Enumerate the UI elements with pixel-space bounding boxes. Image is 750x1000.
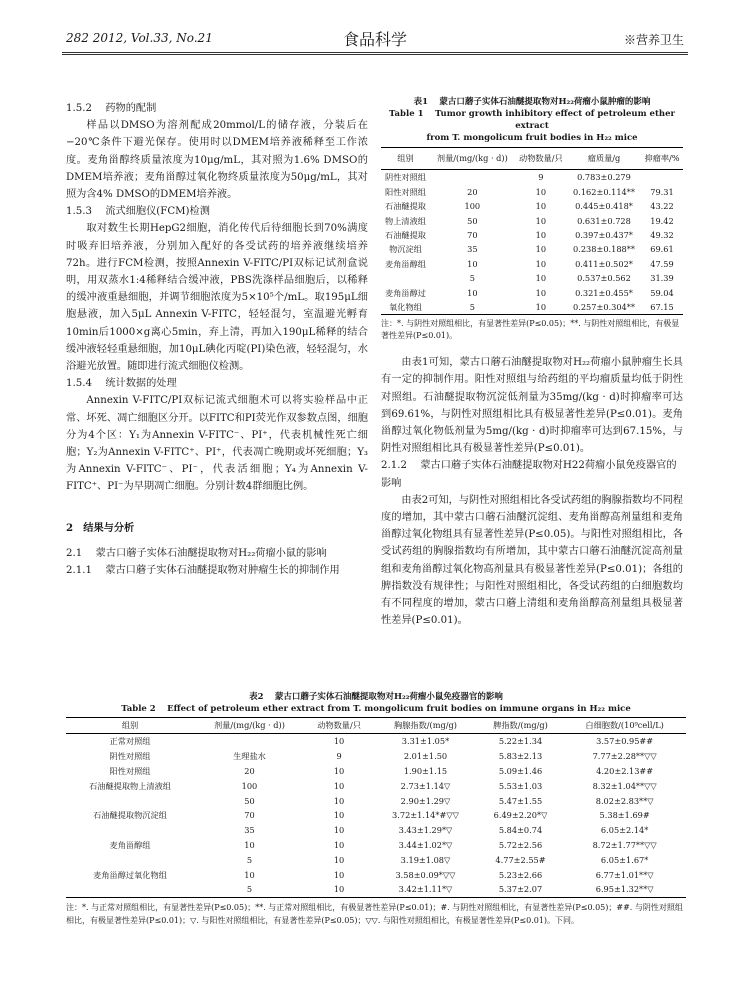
table1-row-cell: 79.31 [650, 186, 674, 197]
section-2-1-1-title: 2.1.1 蒙古口蘑子实体石油醚提取物对肿瘤生长的抑制作用 [66, 565, 340, 577]
table2-row-cell [194, 734, 305, 749]
table2-row-cell: 5.47±1.55 [498, 795, 543, 806]
table2-note: 注：*. 与正常对照组相比，有显著性差异(P≤0.05)；**. 与正常对照组相比，有极显著性差异(P≤0.01)；#. 与阴性对照组相比，有显著性差异(P≤0.05)；##. 与阴性对照组相比，有极显著性差异(P≤0.01)；▽. 与阳性对照组相比，有显著性差异(P≤0.05)；▽▽. 与阳性对照组相比，有极显著性差异(P≤0.01)。下同。 [66, 902, 683, 925]
right-column [381, 96, 683, 629]
table2-row-cell: 3.19±1.08▽ [400, 854, 451, 865]
table1-row-cell: 9 [538, 172, 544, 183]
table1-row-cell: 10 [535, 186, 547, 197]
table1 [381, 147, 683, 315]
table1-row-cell: 49.32 [650, 229, 674, 240]
table1-header-row [381, 148, 683, 170]
table1-row-cell: 10 [467, 258, 478, 269]
table1-row-cell [430, 170, 515, 185]
table2-row-cell: 4.77±2.55# [495, 854, 546, 865]
table2-row-cell: 8.32±1.04**▽▽ [592, 780, 657, 791]
table2-row-cell: 5.53±1.03 [498, 780, 543, 791]
section-2-1-2-title: 2.1.2 蒙古口蘑子实体石油醚提取物对H22荷瘤小鼠免疫器官的影响 [381, 460, 677, 489]
header-rule [62, 52, 688, 55]
table2-row-cell: 1.90±1.15 [403, 765, 448, 776]
table2-row-cell: 10 [333, 810, 345, 821]
section-1-5-2-title: 1.5.2 药物的配制 [66, 103, 157, 114]
table1-row-cell: 43.22 [650, 201, 674, 212]
table2-row-cell: 10 [333, 854, 345, 865]
table1-row [381, 242, 683, 256]
table2-row-cell: 5.23±2.66 [498, 869, 543, 880]
table2-row-cell: 100 [241, 780, 258, 791]
table2-row-cell: 3.44±1.02*▽ [398, 839, 453, 850]
table2-row-cell: 10 [333, 736, 345, 747]
table2-row [66, 749, 686, 764]
table1-header: 剂量/(mg/(kg · d)) [430, 148, 515, 170]
table2-row-cell: 10 [333, 825, 345, 836]
table1-row [381, 170, 683, 185]
table1-row-cell: 阴性对照组 [385, 172, 426, 183]
table2-row-cell: 70 [244, 810, 255, 821]
table1-row-cell: 10 [535, 244, 547, 255]
journal-title: 食品科学 [342, 30, 407, 49]
table1-row-cell: 0.321±0.455* [575, 287, 633, 298]
table1-row-cell: 0.411±0.502* [575, 258, 633, 269]
table2-row-cell [66, 852, 194, 867]
table1-row-cell [381, 271, 430, 285]
table2-row [66, 882, 686, 897]
table2-header: 胸腺指数/(mg/g) [373, 718, 478, 734]
table1-row-cell: 5 [469, 273, 475, 284]
table1-caption-cn: 表1 蒙古口蘑子实体石油醚提取物对H₂₂荷瘤小鼠肿瘤的影响 [413, 97, 651, 107]
running-header-volume: 282 2012, Vol.33, No.21 [66, 31, 213, 45]
table1-row-cell: 50 [467, 215, 478, 226]
table1-row-cell: 69.61 [650, 244, 674, 255]
table2-row-cell: 3.43±1.29*▽ [398, 825, 453, 836]
table1-caption-en-1: Table 1 Tumor growth inhibitory effect of petroleum ether extract [389, 109, 675, 131]
table2-row-cell: 正常对照组 [109, 736, 151, 747]
table2-row-cell: 35 [244, 825, 255, 836]
table1-row [381, 213, 683, 227]
table1-row [381, 271, 683, 285]
table2-row [66, 808, 686, 823]
section-1-5-3-title: 1.5.3 流式细胞仪(FCM)检测 [66, 206, 210, 218]
table1-row-cell: 19.42 [650, 215, 674, 226]
table2-row-cell: 5 [246, 854, 253, 865]
table2-row-cell: 阴性对照组 [109, 751, 151, 762]
table2-row-cell: 5.22±1.34 [498, 736, 543, 747]
table2-row-cell: 5.83±2.13 [498, 751, 543, 762]
table2-row-cell: 5.37±2.07 [498, 884, 543, 895]
table2-row [66, 764, 686, 779]
table1-row-cell: 5 [469, 301, 475, 312]
table2-row-cell: 6.95±1.32**▽ [595, 884, 654, 895]
table1-row-cell: 10 [535, 273, 547, 284]
table2-row-cell: 6.49±2.20*▽ [493, 810, 548, 821]
table2-caption-cn: 表2 蒙古口蘑子实体石油醚提取物对H₂₂荷瘤小鼠免疫器官的影响 [249, 692, 503, 702]
table1-row [381, 257, 683, 271]
table2-row-cell: 10 [333, 795, 345, 806]
table2-row-cell: 9 [336, 751, 342, 762]
table1-row-cell: 麦角甾醇组 [385, 258, 426, 269]
table2-row-cell: 2.90±1.29▽ [400, 795, 451, 806]
results-paragraph-1: 由表1可知，蒙古口蘑石油醚提取物对H₂₂荷瘤小鼠肿瘤生长具有一定的抑制作用。阳性对照组与给药组的平均瘤质量均低于阴性对照组。石油醚提取物沉淀低剂量为35mg/(kg · d)时抑瘤率可达到69.61%，与阴性对照组相比具有极显著性差异(P≤0.01)。麦角甾醇过氧化物低剂量为5mg/(kg · d)时抑瘤率可达到67.15%，与阴性对照组相比具有极显著性差异(P≤0.01)。 [381, 357, 683, 455]
table2-row-cell: 5.72±2.56 [498, 839, 543, 850]
table1-row-cell: 47.59 [650, 258, 674, 269]
table1-row-cell: 10 [535, 287, 547, 298]
section-label: ※营养卫生 [623, 33, 684, 47]
table1-caption-en-2: from T. mongolicum fruit bodies in H₂₂ mice [426, 133, 638, 143]
table2-row-cell: 2.01±1.50 [403, 751, 448, 762]
table2-row [66, 793, 686, 808]
table2-row-cell: 6.77±1.01**▽ [595, 869, 654, 880]
table2-row-cell: 5.38±1.69# [599, 810, 650, 821]
table1-row-cell: 70 [467, 229, 478, 240]
table1-header: 抑瘤率/% [641, 148, 683, 170]
table1-row [381, 185, 683, 199]
table2-caption-en: Table 2 Effect of petroleum ether extract from T. mongolicum fruit bodies on immune organs in H₂₂ mice [121, 704, 631, 714]
table2-row-cell: 8.72±1.77**▽▽ [592, 839, 657, 850]
table2-row-cell: 50 [244, 795, 255, 806]
table2-row-cell: 石油醚提取物沉淀组 [93, 810, 167, 821]
table2-header: 剂量/(mg/(kg · d)) [194, 718, 305, 734]
table1-header: 瘤质量/g [567, 148, 641, 170]
table2-row-cell: 4.20±2.13## [596, 765, 654, 776]
results-paragraph-2: 由表2可知，与阴性对照组相比各受试药组的胸腺指数均不同程度的增加，其中蒙古口蘑石油醚沉淀组、麦角甾醇高剂量组和麦角甾醇过氧化物组具有显著性差异(P≤0.05)。与阳性对照组相比，各受试药组的胸腺指数均有所增加，其中蒙古口蘑石油醚沉淀高剂量组和麦角甾醇过氧化物高剂量具有极显著性差异(P≤0.01)；各组的脾指数没有规律性；与阳性对照组相比，各受试药组的白细胞数均有不同程度的增加，蒙古口蘑上清组和麦角甾醇高剂量组具极显著性差异(P≤0.01)。 [381, 494, 683, 627]
table2-block [66, 691, 686, 927]
table1-row-cell: 10 [535, 301, 547, 312]
table2-row-cell: 10 [333, 869, 345, 880]
table1-row-cell: 35 [467, 244, 478, 255]
table1-row-cell: 氧化物组 [389, 301, 422, 312]
table2-row-cell: 10 [333, 884, 345, 895]
table2 [66, 717, 686, 898]
table2-header: 组别 [66, 718, 194, 734]
table2-row [66, 823, 686, 838]
table1-row [381, 285, 683, 299]
table2-row-cell: 20 [244, 765, 255, 776]
table2-row-cell: 麦角甾醇组 [109, 839, 151, 850]
table2-row-cell: 10 [333, 780, 345, 791]
table2-row-cell: 7.77±2.28**▽▽ [592, 751, 657, 762]
table2-row-cell: 10 [244, 839, 255, 850]
table2-header: 白细胞数/(10⁹cell/L) [563, 718, 686, 734]
table2-header-row [66, 718, 686, 734]
table1-row-cell: 20 [467, 186, 478, 197]
table2-row-cell: 5 [246, 884, 253, 895]
table2-row-cell: 石油醚提取物上清液组 [89, 780, 171, 791]
table2-row [66, 867, 686, 882]
table1-row-cell: 麦角甾醇过 [385, 287, 426, 298]
table2-header: 脾指数/(mg/g) [478, 718, 564, 734]
table1-row-cell: 0.631±0.728 [577, 215, 631, 226]
table2-row-cell: 3.31±1.05* [401, 736, 450, 747]
table1-row-cell: 物沉淀组 [389, 244, 422, 255]
table1-row-cell: 0.537±0.562 [577, 273, 631, 284]
table1-note: 注：*. 与阴性对照组相比，有显著性差异(P≤0.05)；**. 与阴性对照组相比，有极显著性差异(P≤0.01)。 [381, 319, 680, 341]
table1-row-cell: 0.445±0.418* [575, 201, 633, 212]
table1-row-cell: 10 [467, 287, 478, 298]
table2-row-cell: 10 [333, 765, 345, 776]
table1-row-cell: 石油醚提取 [385, 229, 426, 240]
table1-row-cell: 10 [535, 201, 547, 212]
table1-row-cell: 0.397±0.437* [575, 229, 633, 240]
table1-row-cell: 31.39 [650, 273, 674, 284]
table1-row [381, 300, 683, 315]
table1-row-cell [641, 170, 683, 185]
table2-row-cell: 6.05±2.14* [600, 825, 649, 836]
table2-row [66, 852, 686, 867]
table1-row-cell: 0.783±0.279 [577, 172, 631, 183]
table2-row-cell: 5.84±0.74 [498, 825, 543, 836]
section-1-5-4-title: 1.5.4 统计数据的处理 [66, 378, 177, 390]
table2-row-cell [66, 882, 194, 897]
left-column [66, 100, 368, 579]
table1-row-cell: 59.04 [650, 287, 674, 298]
table2-row-cell: 6.05±1.67* [600, 854, 649, 865]
table1-row-cell: 67.15 [650, 301, 674, 312]
section-2-title: 2 结果与分析 [66, 521, 135, 534]
table2-row-cell: 3.58±0.09*▽▽ [395, 869, 456, 880]
table2-row-cell [66, 823, 194, 838]
table2-row-cell: 2.73±1.14▽ [400, 780, 451, 791]
table1-row [381, 228, 683, 242]
table1-row-cell: 0.238±0.188** [573, 244, 635, 255]
section-2-1-title: 2.1 蒙古口蘑子实体石油醚提取物对H₂₂荷瘤小鼠的影响 [66, 547, 327, 559]
table2-row [66, 734, 686, 749]
table1-row-cell: 10 [535, 215, 547, 226]
table1-row-cell: 0.257±0.304** [573, 301, 635, 312]
table2-header: 动物数量/只 [305, 718, 373, 734]
table1-row-cell: 10 [535, 229, 547, 240]
table2-row-cell: 10 [333, 839, 345, 850]
table1-row-cell: 物上清液组 [385, 215, 426, 226]
table2-row-cell: 生理盐水 [233, 751, 266, 762]
table1-header: 动物数量/只 [515, 148, 567, 170]
table1-row-cell: 石油醚提取 [385, 201, 426, 212]
section-1-5-4-body: Annexin V-FITC/PI双标记流式细胞术可以将实验样品中正常、坏死、凋亡细胞区分开。以FITC和PI荧光作双参数点图，细胞分为4个区：Y₁为Annexin V-FITC⁻、PI⁺，代表机械性死亡细胞；Y₂为Annexin V-FITC⁺、PI⁺，代表凋亡晚期或坏死细胞；Y₃为Annexin V-FITC⁻、PI⁻，代表活细胞；Y₄为Annexin V-FITC⁺、PI⁻为早期凋亡细胞。分别计数4群细胞比例。 [66, 395, 368, 493]
table2-row-cell: 5.09±1.46 [498, 765, 543, 776]
table2-row-cell [66, 793, 194, 808]
table2-caption [66, 691, 686, 715]
section-1-5-2-body: 样品以DMSO为溶剂配成20mmol/L的储存液，分装后在−20℃条件下避光保存。使用时以DMEM培养液稀释至工作浓度。麦角甾醇终质量浓度为10μg/mL，其对照为1.6% DMSO的DMEM培养液；麦角甾醇过氧化物终质量浓度为50μg/mL，其对照为含4% DMSO的DMEM培养液。 [66, 120, 368, 201]
table2-row-cell: 3.57±0.95## [596, 736, 654, 747]
table1-row-cell: 100 [464, 201, 481, 212]
table2-row-cell: 3.72±1.14*#▽▽ [392, 810, 459, 821]
table1-header: 组别 [381, 148, 430, 170]
table2-row-cell: 10 [244, 869, 255, 880]
table1-row-cell: 10 [535, 258, 547, 269]
table1-caption [381, 96, 683, 144]
table2-row [66, 778, 686, 793]
table1-row-cell: 阳性对照组 [385, 186, 426, 197]
table2-row-cell: 阳性对照组 [109, 765, 151, 776]
table1-row-cell: 0.162±0.114** [573, 186, 635, 197]
table2-row-cell: 麦角甾醇过氧化物组 [93, 869, 167, 880]
section-1-5-3-body: 取对数生长期HepG2细胞，消化传代后待细胞长到70%满度时吸弃旧培养液，分别加入配好的各受试药的培养液继续培养72h。进行FCM检测，按照Annexin V-FITC/PI双标记试剂盒说明，用双蒸水1:4稀释结合缓冲液，PBS洗涤样品细胞后，以稀释的缓冲液重悬细胞，并调节细胞浓度为5×10⁵个/mL。取195μL细胞悬液，加入5μL Annexin V-FITC，轻轻混匀，室温避光孵育10min后1000×g离心5min，弃上清，再加入190μL稀释的结合缓冲液轻轻重悬细胞，加10μL碘化丙啶(PI)染色液，轻轻混匀，水浴避光放置。随即进行流式细胞仪检测。 [66, 223, 368, 373]
table1-row [381, 199, 683, 213]
table2-row-cell: 3.42±1.11*▽ [398, 884, 453, 895]
table2-row [66, 838, 686, 853]
table2-row-cell: 8.02±2.83**▽ [595, 795, 654, 806]
